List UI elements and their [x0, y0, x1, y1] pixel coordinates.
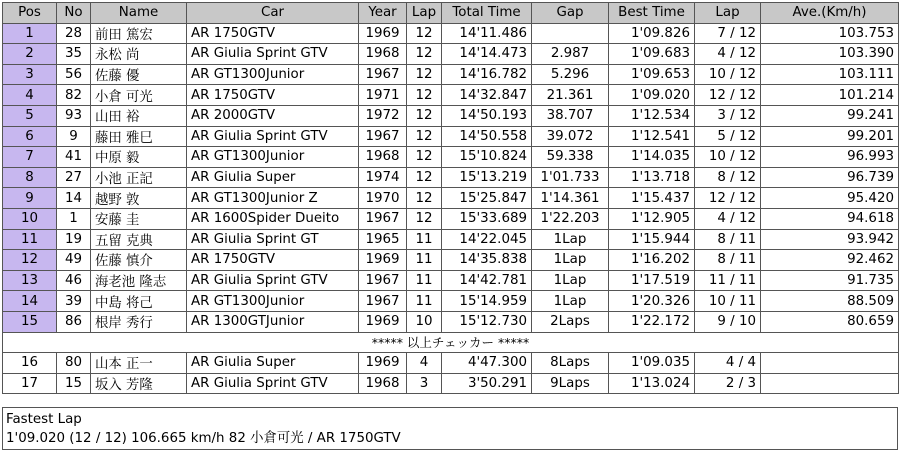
car-model-cell: AR Giulia Sprint GTV: [187, 44, 359, 65]
year-cell: 1971: [359, 85, 407, 106]
header-total-time: Total Time: [442, 3, 532, 24]
laps-cell: 10: [407, 311, 442, 332]
fastest-lap-box: [2, 407, 898, 450]
average-speed-cell: 93.942: [761, 229, 899, 250]
total-time-cell: 14'42.781: [442, 270, 532, 291]
pos-cell: 12: [3, 250, 57, 271]
best-time-cell: 1'14.035: [609, 147, 695, 168]
total-time-cell: 14'16.782: [442, 64, 532, 85]
pos-cell: 16: [3, 353, 57, 374]
average-speed-cell: 103.111: [761, 64, 899, 85]
car-model-cell: AR Giulia Super: [187, 353, 359, 374]
fastest-lap-detail: 1'09.020 (12 / 12) 106.665 km/h 82 小倉可光 / AR 1750GTV: [6, 431, 401, 446]
best-lap-cell: 4 / 12: [695, 208, 761, 229]
table-row: [3, 167, 899, 188]
gap-cell: 1Lap: [532, 291, 609, 312]
car-model-cell: AR 1300GTJunior: [187, 311, 359, 332]
table-row: [3, 270, 899, 291]
car-model-cell: AR Giulia Super: [187, 167, 359, 188]
average-speed-cell: 96.739: [761, 167, 899, 188]
best-time-cell: 1'09.826: [609, 23, 695, 44]
year-cell: 1968: [359, 147, 407, 168]
car-number-cell: 56: [57, 64, 91, 85]
car-model-cell: AR Giulia Sprint GTV: [187, 270, 359, 291]
table-row: [3, 373, 899, 394]
driver-name-cell: 佐藤 優: [91, 64, 187, 85]
average-speed-cell: 99.201: [761, 126, 899, 147]
year-cell: 1965: [359, 229, 407, 250]
total-time-cell: 14'14.473: [442, 44, 532, 65]
car-model-cell: AR GT1300Junior: [187, 291, 359, 312]
driver-name-cell: 前田 篤宏: [91, 23, 187, 44]
best-lap-cell: 2 / 3: [695, 373, 761, 394]
best-lap-cell: 5 / 12: [695, 126, 761, 147]
laps-cell: 12: [407, 167, 442, 188]
average-speed-cell: 99.241: [761, 105, 899, 126]
header-car: Car: [187, 3, 359, 24]
table-row: [3, 105, 899, 126]
best-lap-cell: 8 / 12: [695, 167, 761, 188]
best-time-cell: 1'13.024: [609, 373, 695, 394]
car-number-cell: 28: [57, 23, 91, 44]
laps-cell: 11: [407, 229, 442, 250]
average-speed-cell: 101.214: [761, 85, 899, 106]
pos-cell: 10: [3, 208, 57, 229]
gap-cell: 21.361: [532, 85, 609, 106]
laps-cell: 12: [407, 126, 442, 147]
gap-cell: 1'01.733: [532, 167, 609, 188]
header-best-time: Best Time: [609, 3, 695, 24]
best-time-cell: 1'13.718: [609, 167, 695, 188]
year-cell: 1968: [359, 44, 407, 65]
laps-cell: 3: [407, 373, 442, 394]
year-cell: 1967: [359, 270, 407, 291]
car-number-cell: 35: [57, 44, 91, 65]
car-number-cell: 14: [57, 188, 91, 209]
header-no: No: [57, 3, 91, 24]
checker-separator-row: [3, 332, 899, 353]
header-gap: Gap: [532, 3, 609, 24]
gap-cell: 38.707: [532, 105, 609, 126]
header-best-lap: Lap: [695, 3, 761, 24]
best-time-cell: 1'17.519: [609, 270, 695, 291]
car-model-cell: AR 1600Spider Dueito: [187, 208, 359, 229]
pos-cell: 11: [3, 229, 57, 250]
table-row: [3, 208, 899, 229]
header-year: Year: [359, 3, 407, 24]
average-speed-cell: 80.659: [761, 311, 899, 332]
table-row: [3, 126, 899, 147]
driver-name-cell: 永松 尚: [91, 44, 187, 65]
pos-cell: 5: [3, 105, 57, 126]
best-time-cell: 1'22.172: [609, 311, 695, 332]
driver-name-cell: 中原 毅: [91, 147, 187, 168]
year-cell: 1969: [359, 250, 407, 271]
driver-name-cell: 山本 正一: [91, 353, 187, 374]
car-model-cell: AR 2000GTV: [187, 105, 359, 126]
header-pos: Pos: [3, 3, 57, 24]
car-number-cell: 41: [57, 147, 91, 168]
pos-cell: 8: [3, 167, 57, 188]
driver-name-cell: 坂入 芳隆: [91, 373, 187, 394]
table-row: [3, 44, 899, 65]
best-lap-cell: 10 / 12: [695, 147, 761, 168]
car-number-cell: 15: [57, 373, 91, 394]
results-table: [2, 2, 899, 394]
car-number-cell: 80: [57, 353, 91, 374]
total-time-cell: 15'25.847: [442, 188, 532, 209]
header-row: [3, 3, 899, 24]
table-row: [3, 64, 899, 85]
year-cell: 1967: [359, 291, 407, 312]
driver-name-cell: 山田 裕: [91, 105, 187, 126]
header-average-speed: Ave.(Km/h): [761, 3, 899, 24]
table-row: [3, 353, 899, 374]
average-speed-cell: 95.420: [761, 188, 899, 209]
best-time-cell: 1'16.202: [609, 250, 695, 271]
gap-cell: 8Laps: [532, 353, 609, 374]
car-number-cell: 1: [57, 208, 91, 229]
year-cell: 1972: [359, 105, 407, 126]
best-lap-cell: 9 / 10: [695, 311, 761, 332]
car-number-cell: 82: [57, 85, 91, 106]
total-time-cell: 14'22.045: [442, 229, 532, 250]
best-lap-cell: 10 / 11: [695, 291, 761, 312]
car-number-cell: 46: [57, 270, 91, 291]
table-row: [3, 85, 899, 106]
table-row: [3, 291, 899, 312]
gap-cell: 1Lap: [532, 270, 609, 291]
table-row: [3, 311, 899, 332]
results-body: [3, 23, 899, 394]
driver-name-cell: 藤田 雅巳: [91, 126, 187, 147]
gap-cell: 39.072: [532, 126, 609, 147]
best-time-cell: 1'09.683: [609, 44, 695, 65]
best-lap-cell: 8 / 11: [695, 250, 761, 271]
year-cell: 1967: [359, 208, 407, 229]
laps-cell: 12: [407, 44, 442, 65]
total-time-cell: 14'50.193: [442, 105, 532, 126]
gap-cell: 2.987: [532, 44, 609, 65]
car-number-cell: 9: [57, 126, 91, 147]
driver-name-cell: 小池 正記: [91, 167, 187, 188]
laps-cell: 12: [407, 105, 442, 126]
pos-cell: 9: [3, 188, 57, 209]
best-lap-cell: 12 / 12: [695, 188, 761, 209]
year-cell: 1968: [359, 373, 407, 394]
gap-cell: 5.296: [532, 64, 609, 85]
car-model-cell: AR GT1300Junior Z: [187, 188, 359, 209]
year-cell: 1967: [359, 64, 407, 85]
average-speed-cell: 103.390: [761, 44, 899, 65]
car-model-cell: AR Giulia Sprint GTV: [187, 373, 359, 394]
gap-cell: 1Lap: [532, 229, 609, 250]
average-speed-cell: 103.753: [761, 23, 899, 44]
laps-cell: 11: [407, 291, 442, 312]
driver-name-cell: 根岸 秀行: [91, 311, 187, 332]
gap-cell: 9Laps: [532, 373, 609, 394]
driver-name-cell: 安藤 圭: [91, 208, 187, 229]
laps-cell: 12: [407, 188, 442, 209]
gap-cell: 1'14.361: [532, 188, 609, 209]
driver-name-cell: 中島 将己: [91, 291, 187, 312]
pos-cell: 2: [3, 44, 57, 65]
driver-name-cell: 佐藤 慎介: [91, 250, 187, 271]
total-time-cell: 15'13.219: [442, 167, 532, 188]
laps-cell: 12: [407, 208, 442, 229]
best-lap-cell: 10 / 12: [695, 64, 761, 85]
gap-cell: 1Lap: [532, 250, 609, 271]
average-speed-cell: 91.735: [761, 270, 899, 291]
total-time-cell: 14'32.847: [442, 85, 532, 106]
year-cell: 1970: [359, 188, 407, 209]
gap-cell: [532, 23, 609, 44]
total-time-cell: 15'12.730: [442, 311, 532, 332]
total-time-cell: 15'14.959: [442, 291, 532, 312]
car-number-cell: 19: [57, 229, 91, 250]
fastest-lap-title: Fastest Lap: [6, 412, 82, 427]
total-time-cell: 14'50.558: [442, 126, 532, 147]
table-row: [3, 23, 899, 44]
pos-cell: 15: [3, 311, 57, 332]
best-time-cell: 1'20.326: [609, 291, 695, 312]
pos-cell: 6: [3, 126, 57, 147]
best-time-cell: 1'15.944: [609, 229, 695, 250]
driver-name-cell: 越野 敦: [91, 188, 187, 209]
table-row: [3, 250, 899, 271]
car-number-cell: 93: [57, 105, 91, 126]
best-time-cell: 1'09.035: [609, 353, 695, 374]
best-lap-cell: 4 / 12: [695, 44, 761, 65]
car-number-cell: 49: [57, 250, 91, 271]
average-speed-cell: 94.618: [761, 208, 899, 229]
best-time-cell: 1'09.020: [609, 85, 695, 106]
pos-cell: 14: [3, 291, 57, 312]
best-time-cell: 1'09.653: [609, 64, 695, 85]
pos-cell: 7: [3, 147, 57, 168]
table-row: [3, 229, 899, 250]
average-speed-cell: [761, 373, 899, 394]
total-time-cell: 14'35.838: [442, 250, 532, 271]
laps-cell: 12: [407, 23, 442, 44]
year-cell: 1967: [359, 126, 407, 147]
total-time-cell: 15'10.824: [442, 147, 532, 168]
car-model-cell: AR 1750GTV: [187, 23, 359, 44]
car-model-cell: AR GT1300Junior: [187, 64, 359, 85]
driver-name-cell: 海老池 隆志: [91, 270, 187, 291]
laps-cell: 12: [407, 85, 442, 106]
car-model-cell: AR Giulia Sprint GTV: [187, 126, 359, 147]
table-row: [3, 147, 899, 168]
car-number-cell: 86: [57, 311, 91, 332]
laps-cell: 12: [407, 147, 442, 168]
car-model-cell: AR 1750GTV: [187, 250, 359, 271]
gap-cell: 2Laps: [532, 311, 609, 332]
average-speed-cell: [761, 353, 899, 374]
best-lap-cell: 7 / 12: [695, 23, 761, 44]
best-lap-cell: 3 / 12: [695, 105, 761, 126]
car-number-cell: 27: [57, 167, 91, 188]
best-time-cell: 1'12.534: [609, 105, 695, 126]
total-time-cell: 15'33.689: [442, 208, 532, 229]
car-model-cell: AR 1750GTV: [187, 85, 359, 106]
best-time-cell: 1'12.905: [609, 208, 695, 229]
laps-cell: 11: [407, 250, 442, 271]
best-lap-cell: 8 / 11: [695, 229, 761, 250]
header-name: Name: [91, 3, 187, 24]
header-lap: Lap: [407, 3, 442, 24]
year-cell: 1969: [359, 353, 407, 374]
best-lap-cell: 11 / 11: [695, 270, 761, 291]
car-number-cell: 39: [57, 291, 91, 312]
gap-cell: 1'22.203: [532, 208, 609, 229]
best-lap-cell: 12 / 12: [695, 85, 761, 106]
laps-cell: 4: [407, 353, 442, 374]
driver-name-cell: 五留 克典: [91, 229, 187, 250]
year-cell: 1969: [359, 311, 407, 332]
best-time-cell: 1'15.437: [609, 188, 695, 209]
total-time-cell: 3'50.291: [442, 373, 532, 394]
pos-cell: 1: [3, 23, 57, 44]
gap-cell: 59.338: [532, 147, 609, 168]
best-lap-cell: 4 / 4: [695, 353, 761, 374]
pos-cell: 17: [3, 373, 57, 394]
table-row: [3, 188, 899, 209]
car-model-cell: AR Giulia Sprint GT: [187, 229, 359, 250]
laps-cell: 12: [407, 64, 442, 85]
pos-cell: 3: [3, 64, 57, 85]
pos-cell: 13: [3, 270, 57, 291]
year-cell: 1974: [359, 167, 407, 188]
average-speed-cell: 96.993: [761, 147, 899, 168]
pos-cell: 4: [3, 85, 57, 106]
average-speed-cell: 88.509: [761, 291, 899, 312]
total-time-cell: 14'11.486: [442, 23, 532, 44]
laps-cell: 11: [407, 270, 442, 291]
driver-name-cell: 小倉 可光: [91, 85, 187, 106]
car-model-cell: AR GT1300Junior: [187, 147, 359, 168]
checker-separator-text: ***** 以上チェッカー *****: [3, 332, 899, 353]
average-speed-cell: 92.462: [761, 250, 899, 271]
best-time-cell: 1'12.541: [609, 126, 695, 147]
total-time-cell: 4'47.300: [442, 353, 532, 374]
year-cell: 1969: [359, 23, 407, 44]
